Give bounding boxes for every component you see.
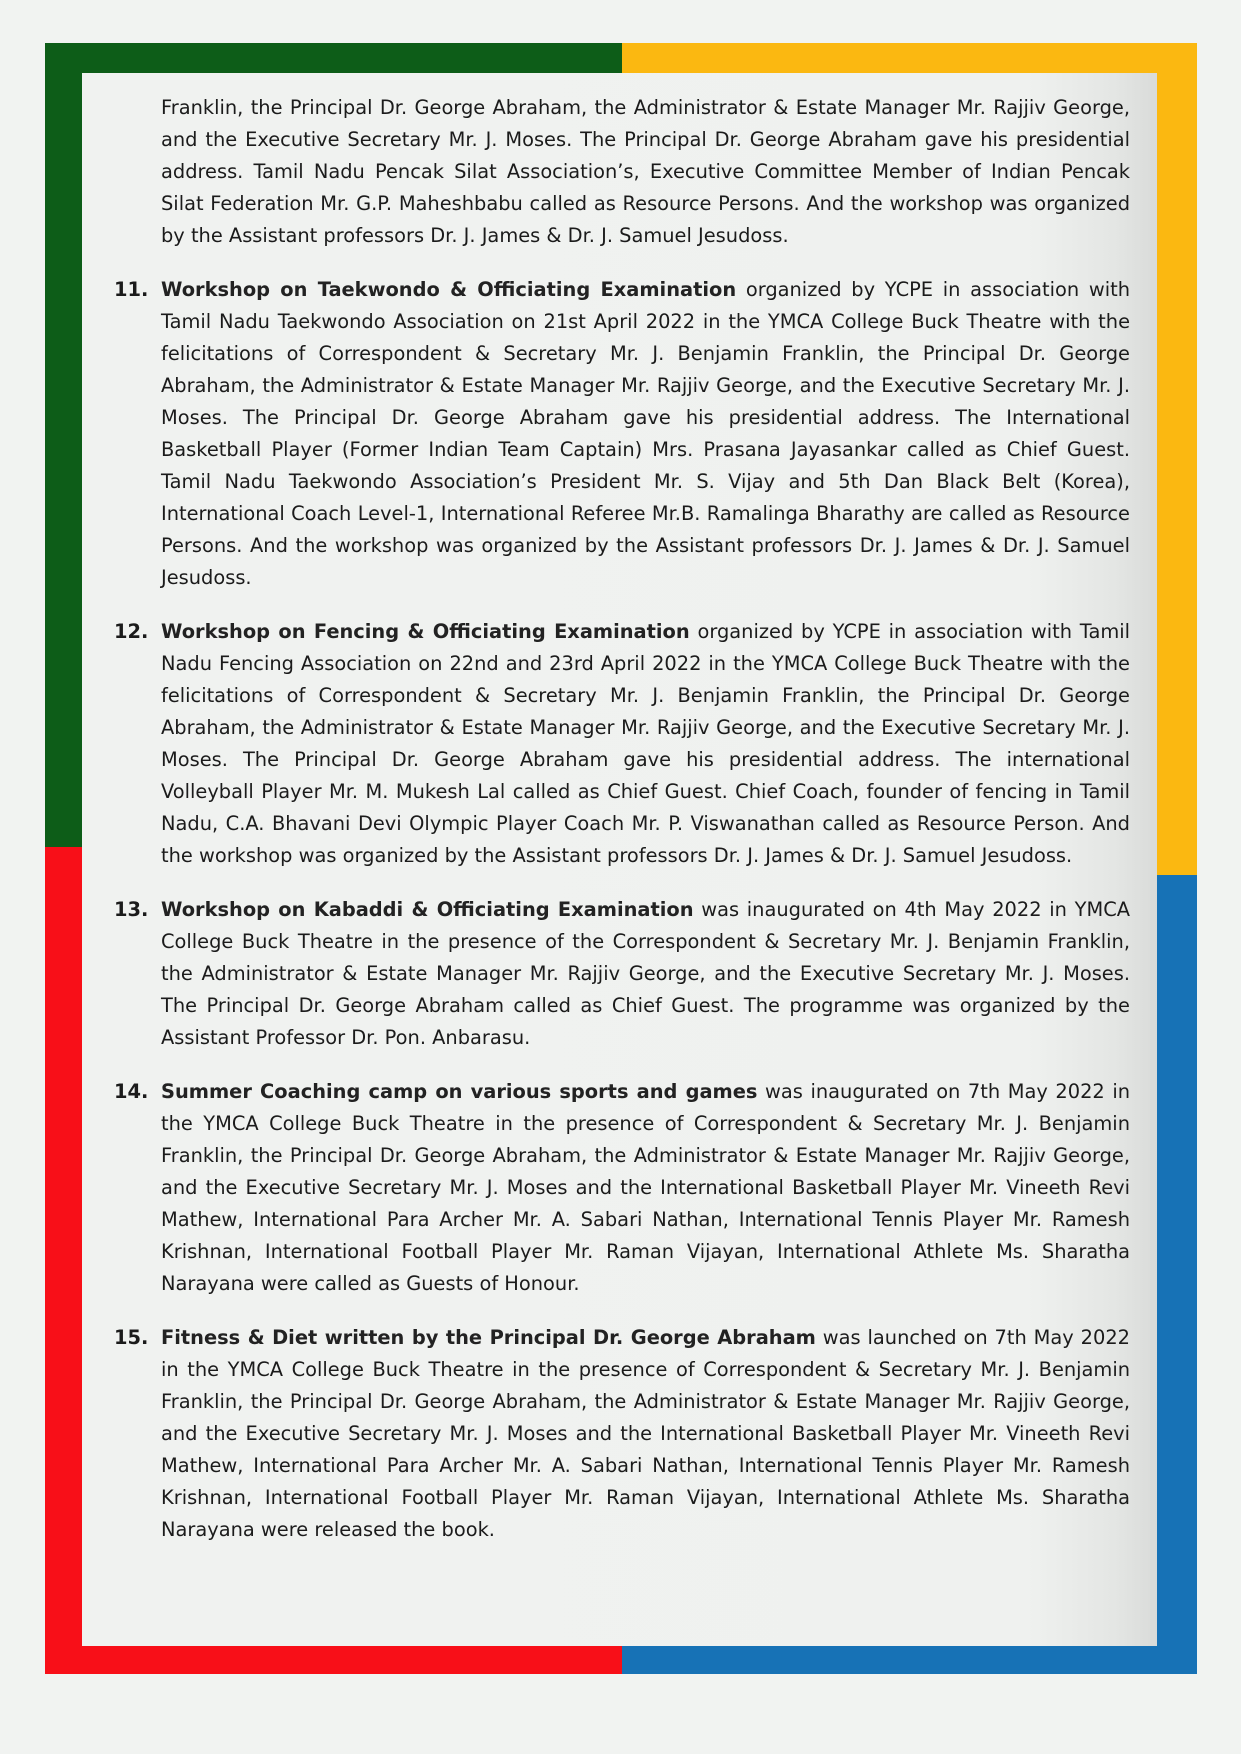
item-title: Summer Coaching camp on various sports and games [161, 1080, 758, 1103]
item-title: Workshop on Fencing & Officiating Examination [161, 620, 690, 643]
item-number: 11. [114, 278, 149, 301]
item-title: Workshop on Taekwondo & Officiating Examination [161, 278, 737, 301]
list-item-13 [110, 894, 1130, 1054]
list-item-11 [110, 274, 1130, 594]
item-body: organized by YCPE in association with Tamil Nadu Taekwondo Association on 21st April 2022 in the YMCA College Buck Theatre with the felicitations of Correspondent & Secretary Mr. J. Benjamin Franklin, the Principal Dr. George Abraham, the Administrator & Estate Manager Mr. Rajjiv George, and the Executive Secretary Mr. J. Moses. The Principal Dr. George Abraham gave his presidential address. The International Basketball Player (Former Indian Team Captain) Mrs. Prasana Jayasankar called as Chief Guest. Tamil Nadu Taekwondo Association’s President Mr. S. Vijay and 5th Dan Black Belt (Korea), International Coach Level-1, International Referee Mr.B. Ramalinga Bharathy are called as Resource Persons. And the workshop was organized by the Assistant professors Dr. J. James & Dr. J. Samuel Jesudoss. [161, 278, 1130, 589]
item-title: Fitness & Diet written by the Principal Dr. George Abraham [161, 1326, 816, 1349]
list-item-15 [110, 1322, 1130, 1546]
item-body: was launched on 7th May 2022 in the YMCA College Buck Theatre in the presence of Correspondent & Secretary Mr. J. Benjamin Franklin, the Principal Dr. George Abraham, the Administrator & Estate Manager Mr. Rajjiv George, and the Executive Secretary Mr. J. Moses and the International Basketball Player Mr. Vineeth Revi Mathew, International Para Archer Mr. A. Sabari Nathan, International Tennis Player Mr. Ramesh Krishnan, International Football Player Mr. Raman Vijayan, International Athlete Ms. Sharatha Narayana were released the book. [161, 1326, 1130, 1541]
item-number: 12. [114, 620, 149, 643]
item-title: Workshop on Kabaddi & Officiating Examination [161, 898, 694, 921]
item-body: was inaugurated on 7th May 2022 in the YMCA College Buck Theatre in the presence of Correspondent & Secretary Mr. J. Benjamin Franklin, the Principal Dr. George Abraham, the Administrator & Estate Manager Mr. Rajjiv George, and the Executive Secretary Mr. J. Moses and the International Basketball Player Mr. Vineeth Revi Mathew, International Para Archer Mr. A. Sabari Nathan, International Tennis Player Mr. Ramesh Krishnan, International Football Player Mr. Raman Vijayan, International Athlete Ms. Sharatha Narayana were called as Guests of Honour. [161, 1080, 1130, 1295]
intro-paragraph: Franklin, the Principal Dr. George Abraham, the Administrator & Estate Manager Mr. Rajjiv George, and the Executive Secretary Mr. J. Moses. The Principal Dr. George Abraham gave his presidential address. Tamil Nadu Pencak Silat Association’s, Executive Committee Member of Indian Pencak Silat Federation Mr. G.P. Maheshbabu called as Resource Persons. And the workshop was organized by the Assistant professors Dr. J. James & Dr. J. Samuel Jesudoss. [161, 96, 1130, 247]
item-number: 15. [114, 1326, 149, 1349]
list-item-14 [110, 1076, 1130, 1300]
item-number: 14. [114, 1080, 149, 1103]
item-body: was inaugurated on 4th May 2022 in YMCA College Buck Theatre in the presence of the Correspondent & Secretary Mr. J. Benjamin Franklin, the Administrator & Estate Manager Mr. Rajjiv George, and the Executive Secretary Mr. J. Moses. The Principal Dr. George Abraham called as Chief Guest. The programme was organized by the Assistant Professor Dr. Pon. Anbarasu. [161, 898, 1131, 1049]
list-item-12 [110, 616, 1130, 872]
item-body: organized by YCPE in association with Tamil Nadu Fencing Association on 22nd and 23rd April 2022 in the YMCA College Buck Theatre with the felicitations of Correspondent & Secretary Mr. J. Benjamin Franklin, the Principal Dr. George Abraham, the Administrator & Estate Manager Mr. Rajjiv George, and the Executive Secretary Mr. J. Moses. The Principal Dr. George Abraham gave his presidential address. The international Volleyball Player Mr. M. Mukesh Lal called as Chief Guest. Chief Coach, founder of fencing in Tamil Nadu, C.A. Bhavani Devi Olympic Player Coach Mr. P. Viswanathan called as Resource Person. And the workshop was organized by the Assistant professors Dr. J. James & Dr. J. Samuel Jesudoss. [161, 620, 1130, 867]
document-body [110, 92, 1130, 1568]
item-number: 13. [114, 898, 149, 921]
